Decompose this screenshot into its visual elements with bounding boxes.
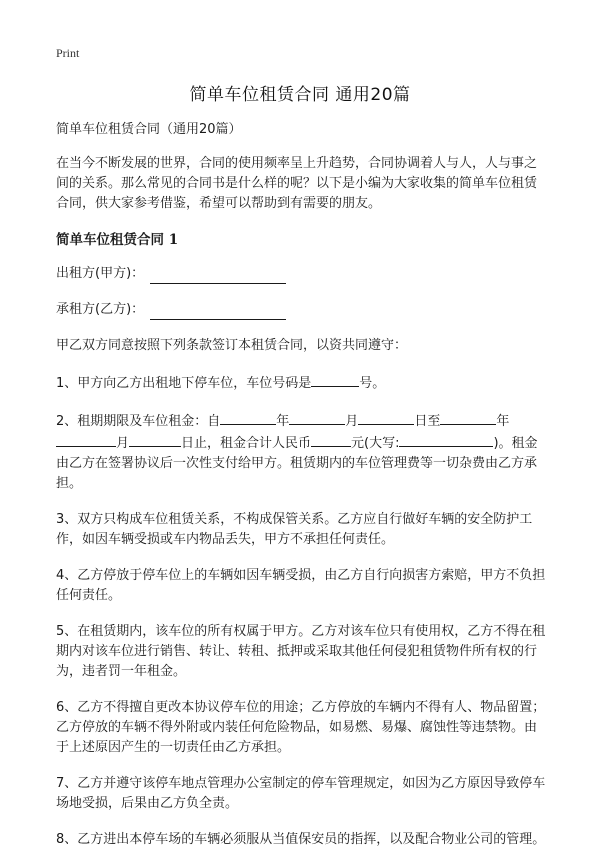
clause-1-text-b: 号。 — [359, 376, 386, 391]
parking-number-blank — [311, 372, 359, 387]
clause-4: 4、乙方停放于停车位上的车辆如因车辆受损，由乙方自行向损害方索赔，甲方不负担任何责任。 — [56, 568, 546, 603]
lessee-field — [56, 300, 548, 320]
clause-1-text-a: 1、甲方向乙方出租地下停车位，车位号码是 — [56, 376, 312, 391]
clause-5: 5、在租赁期内，该车位的所有权属于甲方。乙方对该车位只有使用权，乙方不得在租期内对该车位进行销售、转让、转租、抵押或采取其他任何侵犯租赁物件所有权的行为，违者罚一年租金。 — [56, 624, 546, 679]
lessor-field — [56, 264, 548, 284]
clause-2-text-i: )。租金由乙方在签署协议后一次性支付给甲方。租赁期内的车位管理费等一切杂费由乙方承担。 — [56, 436, 538, 491]
clause-2-text-b: 年 — [276, 414, 290, 429]
end-month-blank — [56, 432, 116, 447]
lessor-blank-line — [150, 267, 286, 284]
clause-2-text-e: 年 — [496, 414, 510, 429]
document-body — [56, 120, 548, 866]
clause-6: 6、乙方不得擅自更改本协议停车位的用途；乙方停放的车辆内不得有人、物品留置；乙方停放的车辆不得外附或内装任何危险物品，如易燃、易爆、腐蚀性等违禁物。由于上述原因产生的一切责任由乙方承担。 — [56, 700, 546, 755]
page-title: 简单车位租赁合同 通用20篇 — [189, 85, 411, 105]
start-month-blank — [289, 410, 345, 425]
lessee-blank-line — [150, 303, 286, 320]
clause-2-text-a: 2、租期期限及车位租金：自 — [56, 414, 221, 429]
clause-8: 8、乙方进出本停车场的车辆必须服从当值保安员的指挥，以及配合物业公司的管理。 — [56, 832, 546, 847]
preamble: 甲乙双方同意按照下列条款签订本租赁合同，以资共同遵守： — [56, 338, 408, 353]
clause-7: 7、乙方并遵守该停车地点管理办公室制定的停车管理规定，如因为乙方原因导致停车场地受损，后果由乙方负全责。 — [56, 776, 546, 811]
document-subtitle: 简单车位租赁合同（通用20篇） — [56, 122, 242, 137]
clause-2 — [56, 410, 548, 494]
clause-2-text-h: 元(大写: — [351, 436, 400, 451]
lessor-label: 出租方(甲方)： — [56, 266, 145, 281]
print-label: Print — [56, 46, 80, 60]
end-day-blank — [129, 432, 181, 447]
amount-words-blank — [399, 432, 493, 447]
amount-blank — [311, 432, 351, 447]
clause-2-text-c: 月 — [345, 414, 359, 429]
lessee-label: 承租方(乙方)： — [56, 302, 145, 317]
intro-paragraph: 在当今不断发展的世界，合同的使用频率呈上升趋势，合同协调着人与人，人与事之间的关系。那么常见的合同书是什么样的呢？以下是小编为大家收集的简单车位租赁合同，供大家参考借鉴，希望可以帮助到有需要的朋友。 — [56, 156, 538, 211]
start-day-blank — [358, 410, 414, 425]
clause-2-text-g: 日止，租金合计人民币 — [181, 436, 312, 451]
start-year-blank — [220, 410, 276, 425]
clause-2-text-f: 月 — [116, 436, 130, 451]
section-heading: 简单车位租赁合同 1 — [56, 232, 179, 248]
clause-2-text-d: 日至 — [414, 414, 441, 429]
clause-3: 3、双方只构成车位租赁关系，不构成保管关系。乙方应自行做好车辆的安全防护工作，如因车辆受损或车内物品丢失，甲方不承担任何责任。 — [56, 512, 533, 547]
clause-1 — [56, 372, 548, 394]
end-year-blank — [440, 410, 496, 425]
